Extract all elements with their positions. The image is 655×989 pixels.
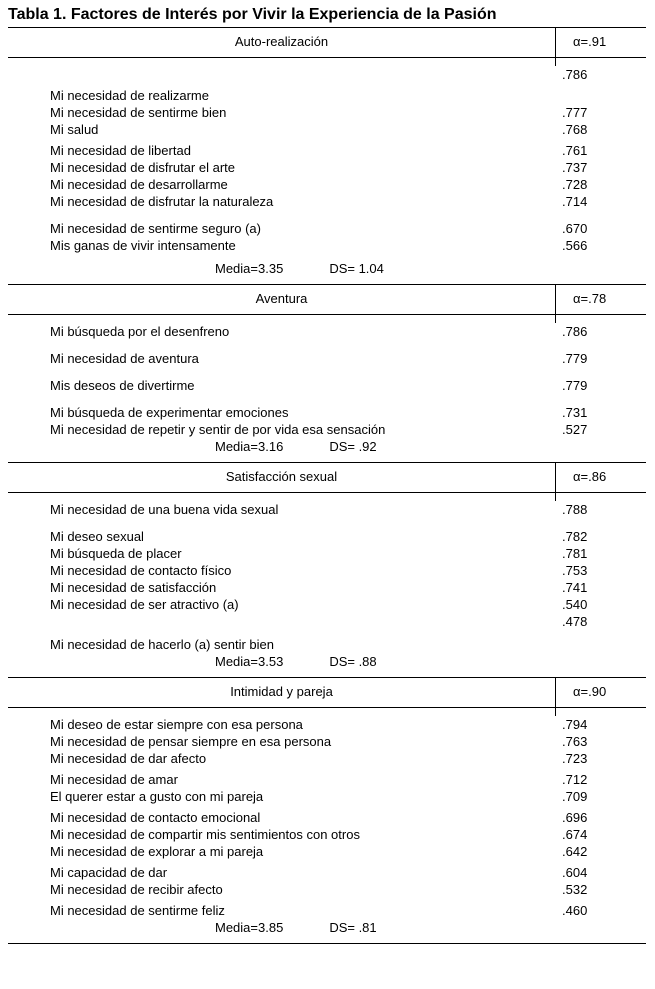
item-text: Mi necesidad de hacerlo (a) sentir bien bbox=[50, 637, 275, 652]
factor-loading: .763 bbox=[562, 734, 588, 749]
factor-loading: .696 bbox=[562, 810, 588, 825]
factor-loading: .460 bbox=[562, 903, 588, 918]
item-row bbox=[8, 809, 646, 826]
item-row bbox=[8, 902, 646, 919]
item-row bbox=[8, 350, 646, 367]
media-row bbox=[8, 260, 646, 277]
media-value: Media=3.16 bbox=[215, 439, 284, 454]
item-row bbox=[8, 377, 646, 394]
factor-loading: .709 bbox=[562, 789, 588, 804]
factor-header bbox=[8, 27, 646, 58]
item-text: Mi necesidad de explorar a mi pareja bbox=[50, 844, 264, 859]
factor-name: Auto-realización bbox=[234, 34, 329, 49]
item-row bbox=[8, 545, 646, 562]
factor-loading: .779 bbox=[562, 378, 588, 393]
section-aventura bbox=[8, 284, 646, 462]
factor-loading: .532 bbox=[562, 882, 588, 897]
item-row bbox=[8, 104, 646, 121]
item-text: Mi necesidad de sentirme seguro (a) bbox=[50, 221, 261, 236]
item-row bbox=[8, 596, 646, 613]
factor-loading: .786 bbox=[562, 67, 588, 82]
item-row bbox=[8, 750, 646, 767]
factor-header bbox=[8, 677, 646, 708]
factor-loading: .714 bbox=[562, 194, 588, 209]
item-text: Mi deseo de estar siempre con esa persona bbox=[50, 717, 303, 732]
ds-value: DS= .88 bbox=[329, 654, 377, 669]
ds-value: DS= .92 bbox=[329, 439, 377, 454]
factor-loading: .731 bbox=[562, 405, 588, 420]
item-text bbox=[8, 66, 562, 83]
item-text: Mi necesidad de pensar siempre en esa persona bbox=[50, 734, 332, 749]
factor-loading: .670 bbox=[562, 221, 588, 236]
item-row bbox=[8, 159, 646, 176]
item-row bbox=[8, 843, 646, 860]
item-list bbox=[8, 708, 646, 943]
item-text: Mi necesidad de repetir y sentir de por vida esa sensación bbox=[50, 422, 386, 437]
item-text: Mi necesidad de amar bbox=[50, 772, 178, 787]
factor-header bbox=[8, 462, 646, 493]
item-text: Mi necesidad de disfrutar la naturaleza bbox=[50, 194, 274, 209]
section-intimidad-y-pareja bbox=[8, 677, 646, 943]
item-row bbox=[8, 421, 646, 438]
factor-loading: .777 bbox=[562, 105, 588, 120]
factor-loading: .779 bbox=[562, 351, 588, 366]
item-row bbox=[8, 87, 646, 104]
item-text: Mi búsqueda de experimentar emociones bbox=[50, 405, 289, 420]
factor-loading: .761 bbox=[562, 143, 588, 158]
alpha-coefficient: α=.86 bbox=[555, 463, 646, 492]
alpha-coefficient: α=.91 bbox=[555, 28, 646, 57]
item-row bbox=[8, 733, 646, 750]
item-row bbox=[8, 66, 646, 83]
item-row bbox=[8, 220, 646, 237]
alpha-coefficient: α=.78 bbox=[555, 285, 646, 314]
item-text: Mi necesidad de contacto físico bbox=[50, 563, 232, 578]
item-text: Mis deseos de divertirme bbox=[50, 378, 195, 393]
item-text: Mi búsqueda por el desenfreno bbox=[50, 324, 230, 339]
item-text bbox=[8, 613, 562, 630]
item-row bbox=[8, 881, 646, 898]
item-row bbox=[8, 864, 646, 881]
factor-loading: .788 bbox=[562, 502, 588, 517]
factor-loading: .674 bbox=[562, 827, 588, 842]
item-list bbox=[8, 315, 646, 462]
item-text: Mi necesidad de desarrollarme bbox=[50, 177, 228, 192]
factor-loading: .540 bbox=[562, 597, 588, 612]
factor-loading bbox=[562, 636, 646, 653]
factor-name: Intimidad y pareja bbox=[230, 684, 333, 699]
item-row bbox=[8, 176, 646, 193]
item-text: Mi búsqueda de placer bbox=[50, 546, 182, 561]
item-list bbox=[8, 493, 646, 677]
item-row bbox=[8, 501, 646, 518]
item-text: Mi necesidad de ser atractivo (a) bbox=[50, 597, 239, 612]
item-row bbox=[8, 528, 646, 545]
media-row bbox=[8, 919, 646, 936]
item-row bbox=[8, 826, 646, 843]
alpha-coefficient: α=.90 bbox=[555, 678, 646, 707]
item-text: Mi necesidad de sentirme feliz bbox=[50, 903, 225, 918]
media-value: Media=3.35 bbox=[215, 261, 284, 276]
item-text: Mi necesidad de dar afecto bbox=[50, 751, 207, 766]
ds-value: DS= .81 bbox=[329, 920, 377, 935]
item-row bbox=[8, 193, 646, 210]
factor-loading: .782 bbox=[562, 529, 588, 544]
factor-loading: .566 bbox=[562, 238, 588, 253]
factor-loading: .794 bbox=[562, 717, 588, 732]
factor-loading: .737 bbox=[562, 160, 588, 175]
factors-table bbox=[8, 27, 646, 944]
factor-name: Aventura bbox=[255, 291, 308, 306]
item-text: Mi deseo sexual bbox=[50, 529, 144, 544]
item-row bbox=[8, 404, 646, 421]
item-row bbox=[8, 579, 646, 596]
item-row bbox=[8, 323, 646, 340]
factor-loading bbox=[562, 87, 646, 104]
factor-loading: .527 bbox=[562, 422, 588, 437]
item-row bbox=[8, 121, 646, 138]
item-text: Mi salud bbox=[50, 122, 99, 137]
factor-header bbox=[8, 284, 646, 315]
factor-loading: .768 bbox=[562, 122, 588, 137]
item-text: Mi necesidad de sentirme bien bbox=[50, 105, 227, 120]
item-row bbox=[8, 562, 646, 579]
item-text: Mi necesidad de contacto emocional bbox=[50, 810, 261, 825]
media-value: Media=3.85 bbox=[215, 920, 284, 935]
item-text: Mis ganas de vivir intensamente bbox=[50, 238, 236, 253]
factor-loading: .741 bbox=[562, 580, 588, 595]
media-row bbox=[8, 438, 646, 455]
item-row bbox=[8, 716, 646, 733]
item-text: Mi necesidad de libertad bbox=[50, 143, 191, 158]
item-text: Mi necesidad de disfrutar el arte bbox=[50, 160, 235, 175]
item-row bbox=[8, 636, 646, 653]
item-text: Mi necesidad de compartir mis sentimientos con otros bbox=[50, 827, 360, 842]
factor-loading: .753 bbox=[562, 563, 588, 578]
item-row bbox=[8, 237, 646, 254]
item-row bbox=[8, 771, 646, 788]
section-auto-realizacion bbox=[8, 27, 646, 284]
factor-loading: .478 bbox=[562, 614, 588, 629]
item-row bbox=[8, 142, 646, 159]
item-text: El querer estar a gusto con mi pareja bbox=[50, 789, 264, 804]
factor-name: Satisfacción sexual bbox=[225, 469, 338, 484]
item-text: Mi necesidad de una buena vida sexual bbox=[50, 502, 279, 517]
item-text: Mi necesidad de aventura bbox=[50, 351, 199, 366]
factor-loading: .728 bbox=[562, 177, 588, 192]
item-text: Mi necesidad de realizarme bbox=[50, 88, 209, 103]
item-row bbox=[8, 788, 646, 805]
item-text: Mi necesidad de recibir afecto bbox=[50, 882, 223, 897]
item-list bbox=[8, 58, 646, 284]
item-text: Mi capacidad de dar bbox=[50, 865, 168, 880]
factor-loading: .723 bbox=[562, 751, 588, 766]
item-row bbox=[8, 613, 646, 630]
table-title: Tabla 1. Factores de Interés por Vivir la Experiencia de la Pasión bbox=[8, 6, 497, 23]
media-row bbox=[8, 653, 646, 670]
section-satisfaccion-sexual bbox=[8, 462, 646, 677]
factor-loading: .604 bbox=[562, 865, 588, 880]
factor-loading: .642 bbox=[562, 844, 588, 859]
factor-loading: .786 bbox=[562, 324, 588, 339]
factor-loading: .781 bbox=[562, 546, 588, 561]
factor-loading: .712 bbox=[562, 772, 588, 787]
item-text: Mi necesidad de satisfacción bbox=[50, 580, 217, 595]
ds-value: DS= 1.04 bbox=[329, 261, 384, 276]
media-value: Media=3.53 bbox=[215, 654, 284, 669]
